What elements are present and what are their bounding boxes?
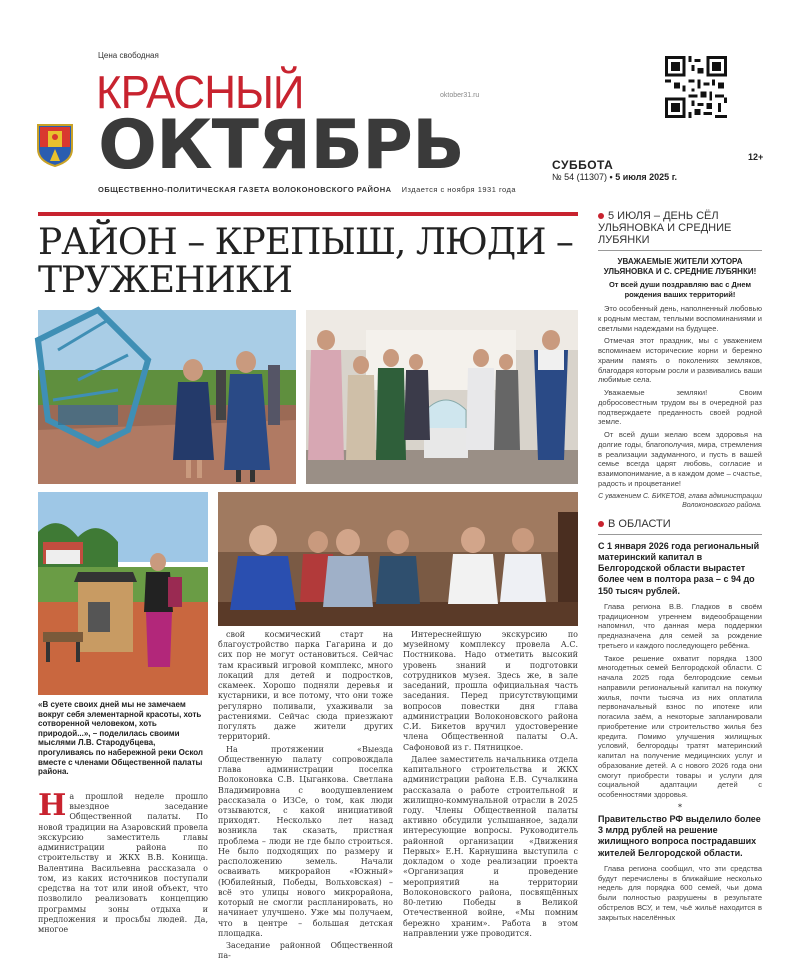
photo-walk-pavilion [38, 310, 296, 484]
sidebar [598, 210, 762, 922]
article-column-1 [38, 788, 208, 935]
sec1-title-text: 5 ИЮЛЯ – ДЕНЬ СЁЛ УЛЬЯНОВКА И СРЕДНИЕ ЛУБЯНКИ [598, 210, 732, 247]
newspaper-title-main: ОКТЯБРЬ [98, 106, 464, 185]
divider [598, 534, 762, 535]
article-headline: РАЙОН – КРЕПЫШ, ЛЮДИ – ТРУЖЕНИКИ [38, 222, 573, 301]
separator-star: * [678, 802, 682, 812]
sidebar-section-title [598, 518, 762, 530]
greeting-paragraph: Отмечая этот праздник, мы с уважением вспоминаем исторические корни и бережно храним память о поколениях земляков, благодаря которым росли и развивались ваши любимые села. [598, 336, 762, 385]
photo-caption: «В суете своих дней мы не замечаем вокруг себя элементарной красоты, хоть сотворенной человеком, хоть природой...», – поделилась своими мыслями Л.В. Стародубцева, прогуливаясь по набережной реки Оскол вместе с членами Общественной палаты района. [38, 700, 203, 777]
col2-paragraph: Заседание районной Общественной па- [218, 941, 393, 961]
sec2-title-text: В ОБЛАСТИ [608, 517, 671, 530]
greeting-signature: С уважением С. БИКЕТОВ, глава администрации Волоконовского района. [598, 492, 762, 509]
article-column-2 [218, 630, 393, 961]
newspaper-subtitle [98, 185, 516, 194]
greeting-heading: УВАЖАЕМЫЕ ЖИТЕЛИ ХУТОРА УЛЬЯНОВКА И С. СРЕДНИЕ ЛУБЯНКИ! [603, 257, 757, 277]
col1-paragraph: а прошлой неделе прошло выездное заседание Общественной палаты. По новой традиции на Азаровский провела экскурсию заместитель главы администрации района по строительству и ЖКХ В.В. Конища. Валентина Васильевна рассказала о том, из каких источников поступали средства на тот или иной объект, что позволило реализовать концепцию программы зоны отдыха и предложения и просьбы людей. Да, многое [38, 792, 208, 935]
col3-paragraph: Далее заместитель начальника отдела капитального строительства и ЖКХ администрации района Е.В. Сучалкина рассказала о работе строительной и жилищно-коммунальной отрасли в 2025 году. Члены Общественной палаты активно обсудили услышанное, задали интересующие вопросы. Руководитель районной организации «Движения Первых» Е.Н. Карнушина выступила с докладом о ходе реализации проекта «Организация и проведение мероприятий на территории Волоконовского района, посвящённых 80-летию Победы в Великой Отечественной войне, «Мы помним бережно храним». Работа в этом направлении уже проводится. [403, 754, 578, 938]
col3-paragraph: Интереснейшую экскурсию по музейному комплексу провела А.С. Постникова. Надо отметить высокий уровень знаний и подготовки сотрудников музея. Здесь же, в зале заседаний, прошла официальная часть заседания. Перед присутствующими вопросов повестки дня глава администрации Волоконовского района С.И. Бикетов вручил удостоверение члена Общественной палаты О.А. Сафоновой из г. Пятницкое. [403, 630, 578, 752]
greeting-paragraph: Это особенный день, наполненный любовью к родным местам, теплыми воспоминаниями и светлыми надеждами на будущее. [598, 304, 762, 333]
article-column-3 [403, 630, 578, 938]
greeting-paragraph: Уважаемые земляки! Своим добросовестным трудом вы в очередной раз подтверждаете преданность своей родной земле. [598, 388, 762, 427]
photo-embankment [38, 492, 208, 695]
since-text: Издается с ноября 1931 года [401, 185, 517, 194]
drop-cap: Н [38, 788, 67, 823]
emblem-icon [36, 123, 74, 167]
region-news-lead: С 1 января 2026 года региональный материнский капитал в Белгородской области вырастет более чем в полтора раза – с 94 до 150 тысяч рублей. [598, 540, 760, 596]
housing-news-body [598, 864, 762, 923]
site-url: oktober31.ru [440, 92, 480, 99]
issue-number: № 54 (11307) [552, 172, 608, 182]
greeting-body [598, 304, 762, 489]
subtitle-text: ОБЩЕСТВЕННО-ПОЛИТИЧЕСКАЯ ГАЗЕТА ВОЛОКОНОВСКОГО РАЙОНА [98, 185, 392, 194]
newspaper-title-top: КРАСНЫЙ [96, 66, 304, 119]
housing-paragraph: Глава региона сообщил, что эти средства будут перечислены в ближайшие несколько недель для порядка 600 семей, чьи дома были полностью разрушены в результате обстрелов ВСУ, и тем, чьё жильё находится в закрытых населённых [598, 863, 762, 922]
region-news-body [598, 602, 762, 800]
region-paragraph: Такое решение охватит порядка 1300 многодетных семей Белгородской области. С начала 2025 года белгородские семьи направили региональный капитал на покупку жилья, почти тысяча из них оплатила первоначальный взнос по ипотеке или погасила заём, а некоторые запланировали приобретение или строительство жилья без кредита. Помимо улучшения жилищных условий, белгородцы тратят материнский капитал на получение медицинских услуг и образование детей. А с нового 2026 года они смогут приобрести товары и услуги для социальной адаптации детей с особенностями здоровья. [598, 653, 762, 800]
region-paragraph: Глава региона В.В. Гладков в своём традиционном утреннем видеообращении напомнил, что данная мера поддержки предназначена для семей за рождение третьего и каждого последующего ребёнка. [598, 601, 762, 650]
greeting-paragraph: От всей души желаю всем здоровья на долгие годы, благополучия, мира, стремления в реализации задуманного, и пусть в вашей семье всегда царят любовь, согласие и взаимопонимание, а в каждом доме – счастье, радость и процветание! [598, 430, 762, 488]
divider [598, 250, 762, 251]
col2-paragraph: свой космический старт на благоустройство парка Гагарина и до сих пор не могут остановиться. Сейчас там красивый игровой комплекс, много локаций для детей и подростков, скамеек. Хорошо подняли деревья и кустарники, и все потому, что они тоже регулярно поливали, ухаживали за растениями. Сейчас сюда приезжают погулять даже жители других территорий. [218, 630, 393, 742]
headline-rule [38, 212, 578, 216]
issue-date: • 5 июля 2025 г. [609, 172, 678, 182]
bullet-icon [598, 213, 604, 219]
price-label: Цена свободная [98, 51, 159, 60]
photo-meeting-table [218, 492, 578, 626]
bullet-icon [598, 521, 604, 527]
sidebar-section-title [598, 210, 762, 246]
issue-info [552, 172, 677, 182]
greeting-subheading: От всей души поздравляю вас с Днем рождения ваших территорий! [608, 280, 752, 299]
issue-day: СУББОТА [552, 158, 614, 172]
qr-code-icon [665, 56, 727, 118]
age-rating: 12+ [748, 152, 764, 162]
housing-news-lead: Правительство РФ выделило более 3 млрд рублей на решение жилищного вопроса пострадавших жителей Белгородской области. [598, 813, 761, 858]
col2-paragraph: На протяжении «Выезда Общественную палату сопровождала глава администрации поселка Волоконовка С.В. Цыганкова. Светлана Владимировна с воодушевлением рассказала о ИЗСе, о том, как люди отзываются, с какой инициативой приходят. Несколько лет назад возникла так сказать, пристная проблема – люди не где было строиться. Не было подходящих по размеру и расположению земель. Начали осваивать микрорайон «Южный» (Юбилейный, Победы, Вольховская) – всё это улицы нового микрорайона, который не смогли распланировать, но начинает улучшено. Уже мы получаем, что в центре – большая детская площадка. [218, 744, 393, 938]
photo-museum-hall [306, 310, 578, 484]
